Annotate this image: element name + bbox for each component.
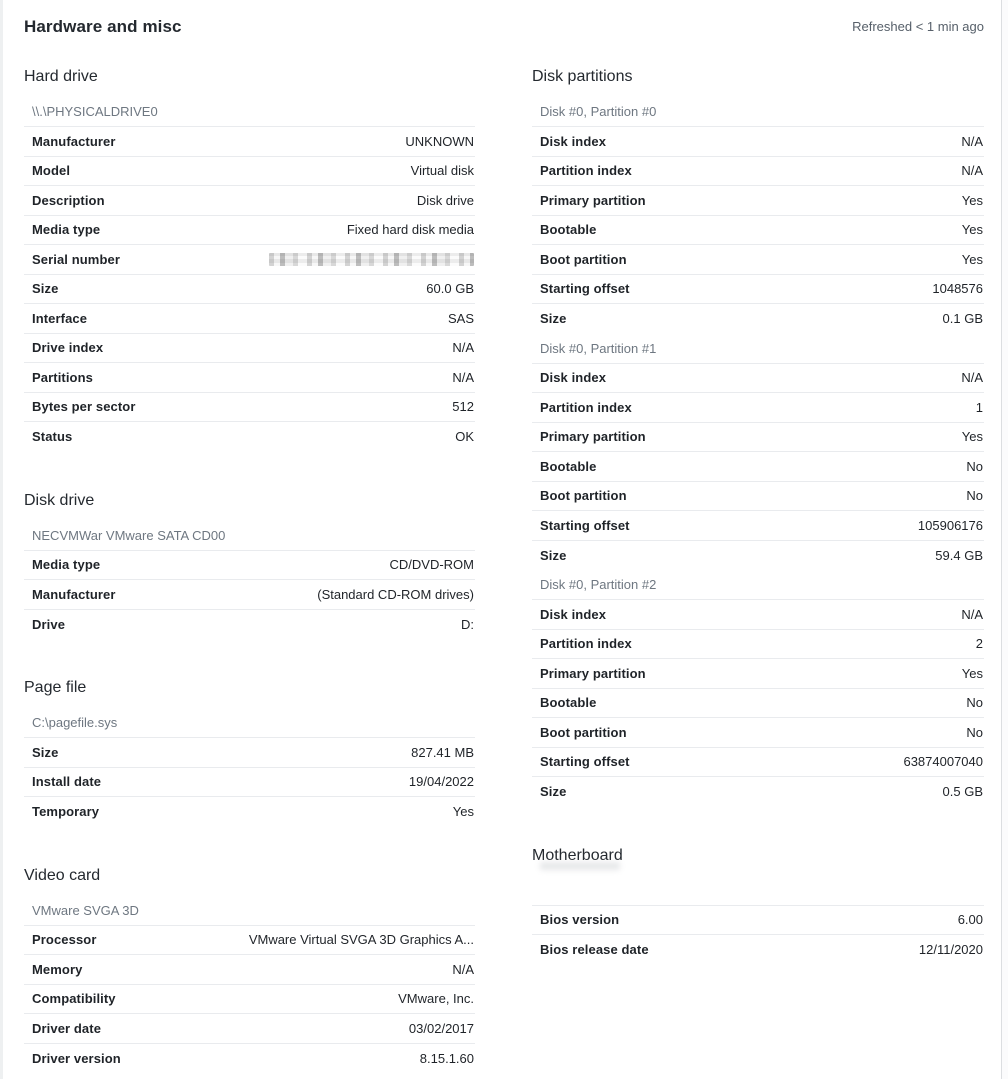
spec-value: 2 bbox=[975, 636, 983, 652]
spec-value: OK bbox=[455, 429, 474, 445]
spec-row bbox=[24, 610, 475, 640]
spec-label: Boot partition bbox=[540, 251, 627, 267]
spec-value: Yes bbox=[961, 429, 983, 445]
section-hard-drive bbox=[24, 66, 475, 452]
spec-label: Starting offset bbox=[540, 754, 630, 770]
spec-value: CD/DVD-ROM bbox=[389, 557, 474, 573]
spec-label: Install date bbox=[32, 774, 102, 790]
spec-label: Primary partition bbox=[540, 429, 646, 445]
spec-row bbox=[24, 768, 475, 798]
spec-group bbox=[24, 521, 475, 640]
spec-value: 0.1 GB bbox=[942, 311, 983, 327]
spec-label: Manufacturer bbox=[32, 133, 116, 149]
spec-label: Starting offset bbox=[540, 281, 630, 297]
column-0 bbox=[24, 38, 475, 1073]
spec-label: Primary partition bbox=[540, 665, 646, 681]
spec-row bbox=[532, 452, 984, 482]
spec-label: Compatibility bbox=[32, 991, 116, 1007]
section-heading: Hard drive bbox=[24, 68, 98, 85]
spec-value: 1048576 bbox=[932, 281, 983, 297]
spec-row bbox=[532, 275, 984, 305]
spec-value: 105906176 bbox=[917, 517, 983, 533]
spec-label: Boot partition bbox=[540, 724, 627, 740]
spec-label: Size bbox=[540, 311, 567, 327]
spec-row bbox=[24, 334, 475, 364]
spec-value: 03/02/2017 bbox=[408, 1020, 474, 1036]
section-video-card bbox=[24, 865, 475, 1074]
spec-value: 60.0 GB bbox=[426, 281, 474, 297]
spec-row bbox=[24, 955, 475, 985]
spec-row bbox=[24, 797, 475, 827]
section-disk-partitions bbox=[532, 66, 984, 807]
spec-group bbox=[532, 97, 984, 334]
spec-value: 512 bbox=[452, 399, 474, 415]
spec-label: Drive index bbox=[32, 340, 104, 356]
spec-value: 19/04/2022 bbox=[408, 774, 474, 790]
spec-label: Media type bbox=[32, 222, 101, 238]
spec-value: Yes bbox=[961, 251, 983, 267]
spec-value: D: bbox=[461, 616, 474, 632]
spec-row bbox=[24, 245, 475, 275]
spec-label: Size bbox=[32, 744, 59, 760]
spec-label: Processor bbox=[32, 932, 97, 948]
spec-label: Partition index bbox=[540, 163, 632, 179]
spec-row bbox=[532, 689, 984, 719]
spec-value: Yes bbox=[961, 192, 983, 208]
spec-row bbox=[532, 630, 984, 660]
spec-row bbox=[24, 738, 475, 768]
spec-label: Disk index bbox=[540, 370, 607, 386]
subsection-label: C:\pagefile.sys bbox=[24, 708, 475, 738]
subsection-label bbox=[532, 876, 984, 906]
spec-value: N/A bbox=[452, 369, 474, 385]
spec-row bbox=[24, 1044, 475, 1074]
column-1 bbox=[532, 38, 984, 1073]
spec-row bbox=[532, 157, 984, 187]
spec-label: Disk index bbox=[540, 133, 607, 149]
spec-label: Driver date bbox=[32, 1020, 102, 1036]
spec-label: Partition index bbox=[540, 636, 632, 652]
spec-label: Drive bbox=[32, 616, 66, 632]
spec-row bbox=[532, 423, 984, 453]
spec-value: Virtual disk bbox=[410, 163, 474, 179]
spec-value: 827.41 MB bbox=[411, 744, 474, 760]
subsection-label: VMware SVGA 3D bbox=[24, 896, 475, 926]
spec-value: SAS bbox=[447, 310, 474, 326]
spec-group bbox=[532, 570, 984, 807]
spec-value: N/A bbox=[961, 133, 983, 149]
spec-row bbox=[532, 216, 984, 246]
spec-value: No bbox=[966, 458, 983, 474]
spec-label: Size bbox=[540, 547, 567, 563]
spec-row bbox=[24, 1014, 475, 1044]
spec-value: Yes bbox=[961, 222, 983, 238]
spec-row bbox=[532, 541, 984, 571]
spec-row bbox=[532, 659, 984, 689]
spec-value: VMware, Inc. bbox=[398, 991, 474, 1007]
spec-row bbox=[24, 157, 475, 187]
spec-label: Driver version bbox=[32, 1050, 121, 1066]
spec-group bbox=[24, 97, 475, 452]
spec-row bbox=[532, 935, 984, 965]
spec-row bbox=[532, 186, 984, 216]
spec-label: Partition index bbox=[540, 399, 632, 415]
spec-row bbox=[24, 363, 475, 393]
spec-group bbox=[532, 876, 984, 965]
spec-label: Bootable bbox=[540, 222, 597, 238]
spec-row bbox=[532, 364, 984, 394]
spec-label: Bios release date bbox=[540, 942, 649, 958]
spec-value: N/A bbox=[452, 961, 474, 977]
spec-value: N/A bbox=[961, 606, 983, 622]
spec-row bbox=[24, 985, 475, 1015]
spec-row bbox=[24, 422, 475, 452]
spec-label: Disk index bbox=[540, 606, 607, 622]
spec-row bbox=[24, 551, 475, 581]
spec-row bbox=[532, 393, 984, 423]
spec-value: 63874007040 bbox=[903, 754, 983, 770]
section-heading: Disk partitions bbox=[532, 68, 633, 85]
spec-group bbox=[24, 896, 475, 1074]
spec-label: Partitions bbox=[32, 369, 93, 385]
subsection-label: NECVMWar VMware SATA CD00 bbox=[24, 521, 475, 551]
spec-value: N/A bbox=[961, 163, 983, 179]
refreshed-status: Refreshed < 1 min ago bbox=[852, 19, 984, 34]
spec-value: Fixed hard disk media bbox=[346, 222, 474, 238]
spec-value: No bbox=[966, 695, 983, 711]
page-title: Hardware and misc bbox=[24, 17, 182, 36]
spec-row bbox=[532, 777, 984, 807]
spec-label: Status bbox=[32, 429, 73, 445]
spec-label: Starting offset bbox=[540, 517, 630, 533]
spec-value: 12/11/2020 bbox=[918, 942, 983, 958]
spec-label: Bios version bbox=[540, 912, 620, 928]
spec-value: Yes bbox=[961, 665, 983, 681]
spec-label: Model bbox=[32, 163, 71, 179]
spec-group bbox=[24, 708, 475, 827]
spec-row bbox=[24, 127, 475, 157]
spec-value: N/A bbox=[452, 340, 474, 356]
spec-label: Size bbox=[32, 281, 59, 297]
spec-value: 0.5 GB bbox=[942, 784, 983, 800]
spec-value: No bbox=[966, 724, 983, 740]
page-left-edge bbox=[0, 0, 3, 1079]
spec-label: Interface bbox=[32, 310, 88, 326]
spec-value: N/A bbox=[961, 370, 983, 386]
spec-row bbox=[24, 580, 475, 610]
spec-value: UNKNOWN bbox=[405, 133, 474, 149]
spec-value: 59.4 GB bbox=[935, 547, 983, 563]
section-motherboard bbox=[532, 845, 984, 965]
spec-label: Serial number bbox=[32, 251, 120, 267]
spec-label: Size bbox=[540, 784, 567, 800]
spec-value: 6.00 bbox=[957, 912, 983, 928]
spec-label: Bytes per sector bbox=[32, 399, 136, 415]
spec-label: Temporary bbox=[32, 804, 100, 820]
spec-row bbox=[532, 718, 984, 748]
page-header bbox=[24, 0, 984, 38]
spec-value: Yes bbox=[452, 804, 474, 820]
spec-row bbox=[532, 482, 984, 512]
spec-label: Media type bbox=[32, 557, 101, 573]
subsection-label: Disk #0, Partition #0 bbox=[532, 97, 984, 127]
section-heading: Disk drive bbox=[24, 491, 95, 509]
spec-value: Disk drive bbox=[416, 192, 474, 208]
page-right-edge bbox=[1001, 0, 1008, 1079]
spec-row bbox=[532, 511, 984, 541]
spec-row bbox=[532, 600, 984, 630]
spec-row bbox=[24, 275, 475, 305]
content-columns bbox=[24, 38, 984, 1073]
spec-row bbox=[532, 748, 984, 778]
section-page-file bbox=[24, 677, 475, 827]
spec-row bbox=[532, 906, 984, 936]
spec-row bbox=[532, 245, 984, 275]
spec-value: 8.15.1.60 bbox=[419, 1050, 474, 1066]
spec-row bbox=[24, 186, 475, 216]
redacted-subsection-blur bbox=[540, 862, 620, 870]
spec-label: Manufacturer bbox=[32, 586, 116, 602]
spec-row bbox=[532, 304, 984, 334]
spec-value: (Standard CD-ROM drives) bbox=[317, 586, 474, 602]
spec-value: VMware Virtual SVGA 3D Graphics A... bbox=[248, 932, 474, 948]
spec-row bbox=[24, 926, 475, 956]
section-heading: Motherboard bbox=[532, 846, 623, 864]
spec-label: Bootable bbox=[540, 458, 597, 474]
spec-group bbox=[532, 334, 984, 571]
spec-label: Boot partition bbox=[540, 488, 627, 504]
spec-label: Bootable bbox=[540, 695, 597, 711]
spec-value: No bbox=[966, 488, 983, 504]
subsection-label: \\.\PHYSICALDRIVE0 bbox=[24, 97, 475, 127]
section-heading: Video card bbox=[24, 866, 101, 884]
section-disk-drive bbox=[24, 490, 475, 640]
section-heading: Page file bbox=[24, 679, 87, 696]
spec-label: Description bbox=[32, 192, 105, 208]
spec-label: Memory bbox=[32, 961, 83, 977]
spec-row bbox=[532, 127, 984, 157]
spec-row bbox=[24, 393, 475, 423]
subsection-label: Disk #0, Partition #1 bbox=[532, 334, 984, 364]
spec-value: 1 bbox=[975, 399, 983, 415]
spec-row bbox=[24, 304, 475, 334]
subsection-label: Disk #0, Partition #2 bbox=[532, 570, 984, 600]
spec-row bbox=[24, 216, 475, 246]
spec-label: Primary partition bbox=[540, 192, 646, 208]
redacted-serial-number bbox=[269, 253, 474, 266]
